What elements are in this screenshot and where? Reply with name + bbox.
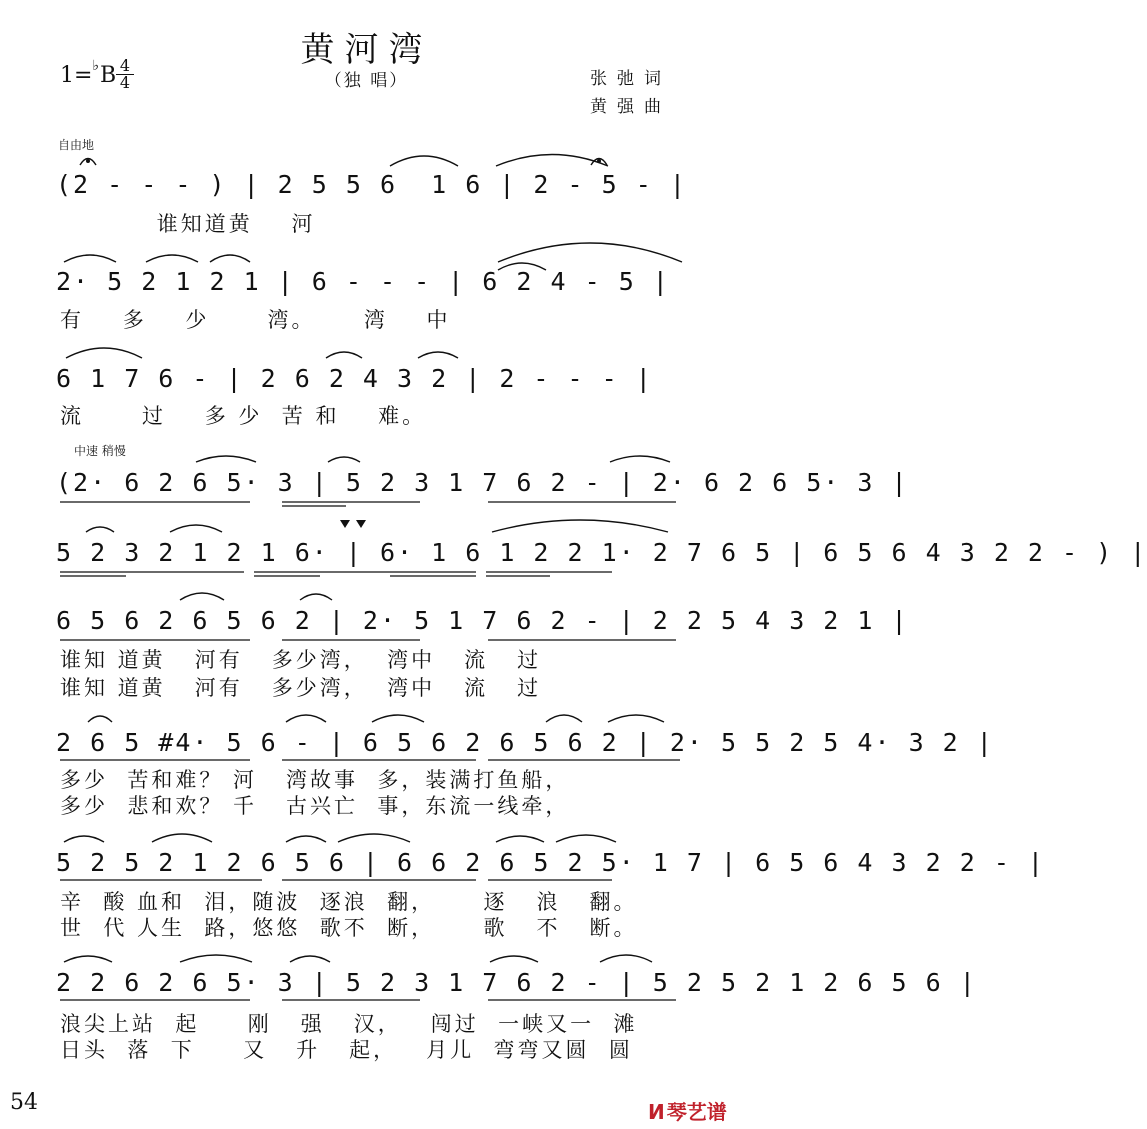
performance-note: （独 唱） bbox=[324, 71, 409, 91]
slur bbox=[170, 525, 222, 532]
song-title: 黄河湾 bbox=[300, 30, 433, 70]
slur bbox=[600, 955, 652, 962]
site-watermark bbox=[648, 1096, 727, 1125]
slur bbox=[64, 836, 104, 842]
slur bbox=[180, 593, 224, 600]
slur bbox=[66, 348, 142, 358]
tempo-moderate: 中速 稍慢 bbox=[74, 444, 126, 458]
lyric-line: 谁知 道黄 河有 多少湾， 湾中 流 过 bbox=[60, 648, 542, 672]
notation-line: (2 - - - ) | 2 5 5 6 1 6 | 2 - 5 - | bbox=[56, 170, 687, 199]
notation-line: (2· 6 2 6 5· 3 | 5 2 3 1 7 6 2 - | 2· 6 2 6 5· 3 | bbox=[56, 468, 909, 497]
lyricist-credit: 张弛词 bbox=[590, 69, 671, 89]
notation-line: 6 1 7 6 - | 2 6 2 4 3 2 | 2 - - - | bbox=[56, 364, 653, 393]
slur bbox=[196, 456, 256, 462]
slur bbox=[372, 715, 424, 722]
slur bbox=[496, 836, 544, 842]
notation-line: 2 6 5 #4· 5 6 - | 6 5 6 2 6 5 6 2 | 2· 5 5 2 5 4· 3 2 | bbox=[56, 728, 994, 757]
notation-line: 5 2 3 2 1 2 1 6· | 6· 1 6 1 2 2 1· 2 7 6 5 | 6 5 6 4 3 2 2 - ) | bbox=[56, 538, 1147, 567]
slur bbox=[88, 716, 112, 722]
flat-sign: ♭ bbox=[92, 58, 100, 74]
meter-bottom: 4 bbox=[119, 73, 131, 92]
accent-mark bbox=[356, 520, 366, 528]
slur bbox=[146, 255, 198, 262]
slur bbox=[300, 594, 332, 600]
slur bbox=[490, 956, 538, 962]
slur bbox=[328, 457, 360, 462]
slur bbox=[498, 243, 682, 262]
lyric-line: 有 多 少 湾。 湾 中 bbox=[60, 308, 451, 332]
notation-line: 6 5 6 2 6 5 6 2 | 2· 5 1 7 6 2 - | 2 2 5 4 3 2 1 | bbox=[56, 606, 909, 635]
meter-top: 4 bbox=[116, 58, 134, 75]
slur bbox=[86, 527, 114, 532]
slur bbox=[608, 715, 664, 722]
slur bbox=[286, 836, 326, 842]
slur bbox=[152, 834, 212, 842]
slur bbox=[546, 715, 582, 722]
lyric-line: 多少 苦和难？ 河 湾故事 多，装满打鱼船， bbox=[60, 768, 570, 792]
lyric-line: 日头 落 下 又 升 起， 月儿 弯弯又圆 圆 bbox=[60, 1038, 633, 1062]
lyric-line: 谁知道黄 河 bbox=[60, 212, 316, 236]
slur bbox=[64, 956, 112, 962]
notation-line: 5 2 5 2 1 2 6 5 6 | 6 6 2 6 5 2 5· 1 7 | 6 5 6 4 3 2 2 - | bbox=[56, 848, 1045, 877]
lyric-line: 世 代 人生 路，悠悠 歌不 断， 歌 不 断。 bbox=[60, 916, 638, 940]
accent-mark bbox=[340, 520, 350, 528]
slur bbox=[64, 255, 116, 262]
watermark-text: 琴艺谱 bbox=[666, 1100, 727, 1124]
lyric-line: 浪尖上站 起 刚 强 汉， 闯过 一峡又一 滩 bbox=[60, 1012, 638, 1036]
slur bbox=[210, 255, 250, 262]
watermark-logo-icon: N bbox=[648, 1100, 665, 1124]
composer-credit: 黄强曲 bbox=[590, 97, 671, 117]
slur bbox=[610, 456, 670, 462]
slur bbox=[326, 352, 362, 358]
lyric-line: 辛 酸 血和 泪，随波 逐浪 翻， 逐 浪 翻。 bbox=[60, 890, 638, 914]
slur bbox=[498, 263, 546, 270]
slur bbox=[556, 835, 616, 842]
key-note: B bbox=[100, 63, 117, 88]
lyric-line: 多少 悲和欢？ 千 古兴亡 事，东流一线牵， bbox=[60, 794, 570, 818]
notation-line: 2 2 6 2 6 5· 3 | 5 2 3 1 7 6 2 - | 5 2 5 2 1 2 6 5 6 | bbox=[56, 968, 977, 997]
lyric-line: 谁知 道黄 河有 多少湾， 湾中 流 过 bbox=[60, 676, 542, 700]
slur bbox=[290, 956, 330, 962]
slur bbox=[492, 520, 668, 532]
slur bbox=[286, 715, 326, 722]
slur bbox=[418, 352, 458, 358]
notation-line: 2· 5 2 1 2 1 | 6 - - - | 6 2 4 - 5 | bbox=[56, 267, 670, 296]
slur bbox=[180, 955, 252, 962]
lyric-line: 流 过 多 少 苦 和 难。 bbox=[60, 404, 427, 428]
key-prefix: 1= bbox=[60, 63, 93, 88]
tempo-free: 自由地 bbox=[58, 138, 95, 152]
slur bbox=[390, 156, 458, 166]
slur bbox=[338, 834, 410, 842]
page-number: 54 bbox=[10, 1090, 38, 1115]
